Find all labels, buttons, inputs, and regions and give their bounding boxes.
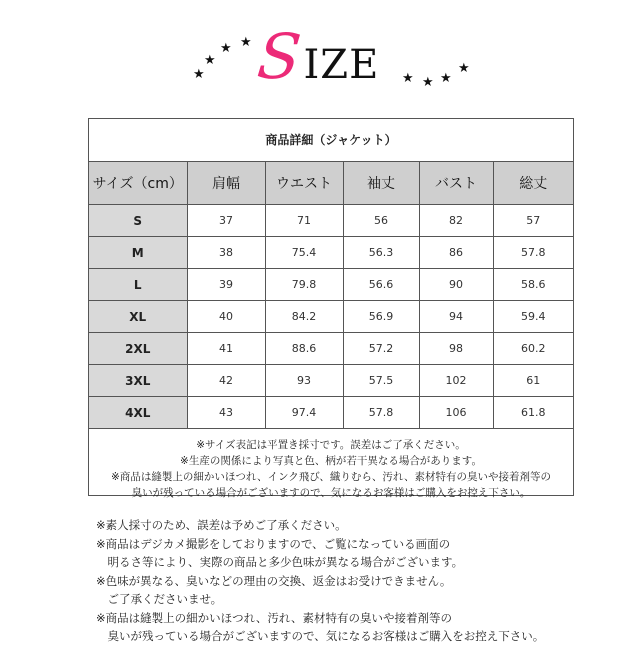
size-cell: 2XL [89, 333, 187, 365]
table-cell: 61 [493, 365, 573, 397]
table-cell: 58.6 [493, 269, 573, 301]
size-cell: 4XL [89, 397, 187, 429]
table-row [89, 397, 573, 429]
title-first-letter: S [254, 20, 306, 93]
table-cell: 56.3 [343, 237, 419, 269]
table-cell: 57 [493, 205, 573, 237]
page-title [254, 20, 398, 93]
note-line: 臭いが残っている場合がございますので、気になるお客様はご購入をお控え下さい。 [131, 487, 531, 499]
table-cell: 42 [187, 365, 265, 397]
table-row [89, 365, 573, 397]
size-cell: L [89, 269, 187, 301]
table-cell: 84.2 [265, 301, 343, 333]
size-cell: S [89, 205, 187, 237]
table-row [89, 237, 573, 269]
table-header-row [89, 162, 573, 205]
table-cell: 37 [187, 205, 265, 237]
table-cell: 57.8 [343, 397, 419, 429]
table-cell: 43 [187, 397, 265, 429]
footer-notes [96, 516, 566, 646]
footer-note-line: ※商品はデジカメ撮影をしておりますので、ご覧になっている画面の [96, 536, 451, 551]
table-row [89, 333, 573, 365]
table-cell: 98 [419, 333, 493, 365]
table-cell: 57.8 [493, 237, 573, 269]
title-rest: IZE [303, 42, 380, 88]
column-header: サイズ（cm） [89, 162, 187, 205]
table-cell: 71 [265, 205, 343, 237]
table-cell: 93 [265, 365, 343, 397]
table-cell: 56.6 [343, 269, 419, 301]
table-cell: 82 [419, 205, 493, 237]
table-cell: 57.5 [343, 365, 419, 397]
table-cell: 40 [187, 301, 265, 333]
note-line: ※サイズ表記は平置き採寸です。誤差はご了承ください。 [196, 439, 466, 451]
table-cell: 38 [187, 237, 265, 269]
star-icon: ★ [402, 71, 414, 86]
table-row [89, 205, 573, 237]
star-icon: ★ [422, 75, 434, 90]
table-cell: 94 [419, 301, 493, 333]
star-icon: ★ [204, 53, 216, 68]
table-cell: 79.8 [265, 269, 343, 301]
star-icon: ★ [193, 67, 205, 82]
column-header: ウエスト [265, 162, 343, 205]
column-header: 肩幅 [187, 162, 265, 205]
note-line: ※生産の関係により写真と色、柄が若干異なる場合があります。 [180, 455, 482, 467]
star-icon: ★ [458, 61, 470, 76]
table-cell: 39 [187, 269, 265, 301]
size-cell: XL [89, 301, 187, 333]
table-cell: 56.9 [343, 301, 419, 333]
table-row [89, 301, 573, 333]
table-cell: 60.2 [493, 333, 573, 365]
table-cell: 90 [419, 269, 493, 301]
column-header: 総丈 [493, 162, 573, 205]
table-cell: 61.8 [493, 397, 573, 429]
table-cell: 75.4 [265, 237, 343, 269]
footer-note-line: ※素人採寸のため、誤差は予めご了承ください。 [96, 518, 347, 532]
column-header: 袖丈 [343, 162, 419, 205]
size-table-panel [88, 118, 574, 499]
table-caption: 商品詳細（ジャケット） [89, 119, 573, 162]
table-cell: 106 [419, 397, 493, 429]
table-cell: 102 [419, 365, 493, 397]
table-cell: 86 [419, 237, 493, 269]
table-notes [89, 429, 573, 501]
footer-note-line: 明るさ等により、実際の商品と多少色味が異なる場合がございます。 [96, 555, 464, 569]
table-row [89, 269, 573, 301]
size-cell: 3XL [89, 365, 187, 397]
star-icon: ★ [440, 71, 452, 86]
size-table [89, 162, 573, 429]
star-icon: ★ [220, 41, 232, 56]
table-cell: 56 [343, 205, 419, 237]
footer-note-line: ※色味が異なる、臭いなどの理由の交換、返金はお受けできません。 [96, 573, 452, 588]
column-header: バスト [419, 162, 493, 205]
footer-note-line: 臭いが残っている場合がございますので、気になるお客様はご購入をお控え下さい。 [96, 629, 545, 643]
footer-note-line: ※商品は縫製上の細かいほつれ、汚れ、素材特有の臭いや接着剤等の [96, 610, 453, 625]
note-line: ※商品は縫製上の細かいほつれ、インク飛び、織りむら、汚れ、素材特有の臭いや接着剤等の [111, 471, 551, 483]
size-cell: M [89, 237, 187, 269]
header [0, 0, 640, 110]
table-cell: 88.6 [265, 333, 343, 365]
footer-note-line: ご了承くださいませ。 [96, 592, 223, 606]
table-cell: 57.2 [343, 333, 419, 365]
table-cell: 59.4 [493, 301, 573, 333]
table-cell: 97.4 [265, 397, 343, 429]
table-cell: 41 [187, 333, 265, 365]
star-icon: ★ [240, 35, 252, 50]
